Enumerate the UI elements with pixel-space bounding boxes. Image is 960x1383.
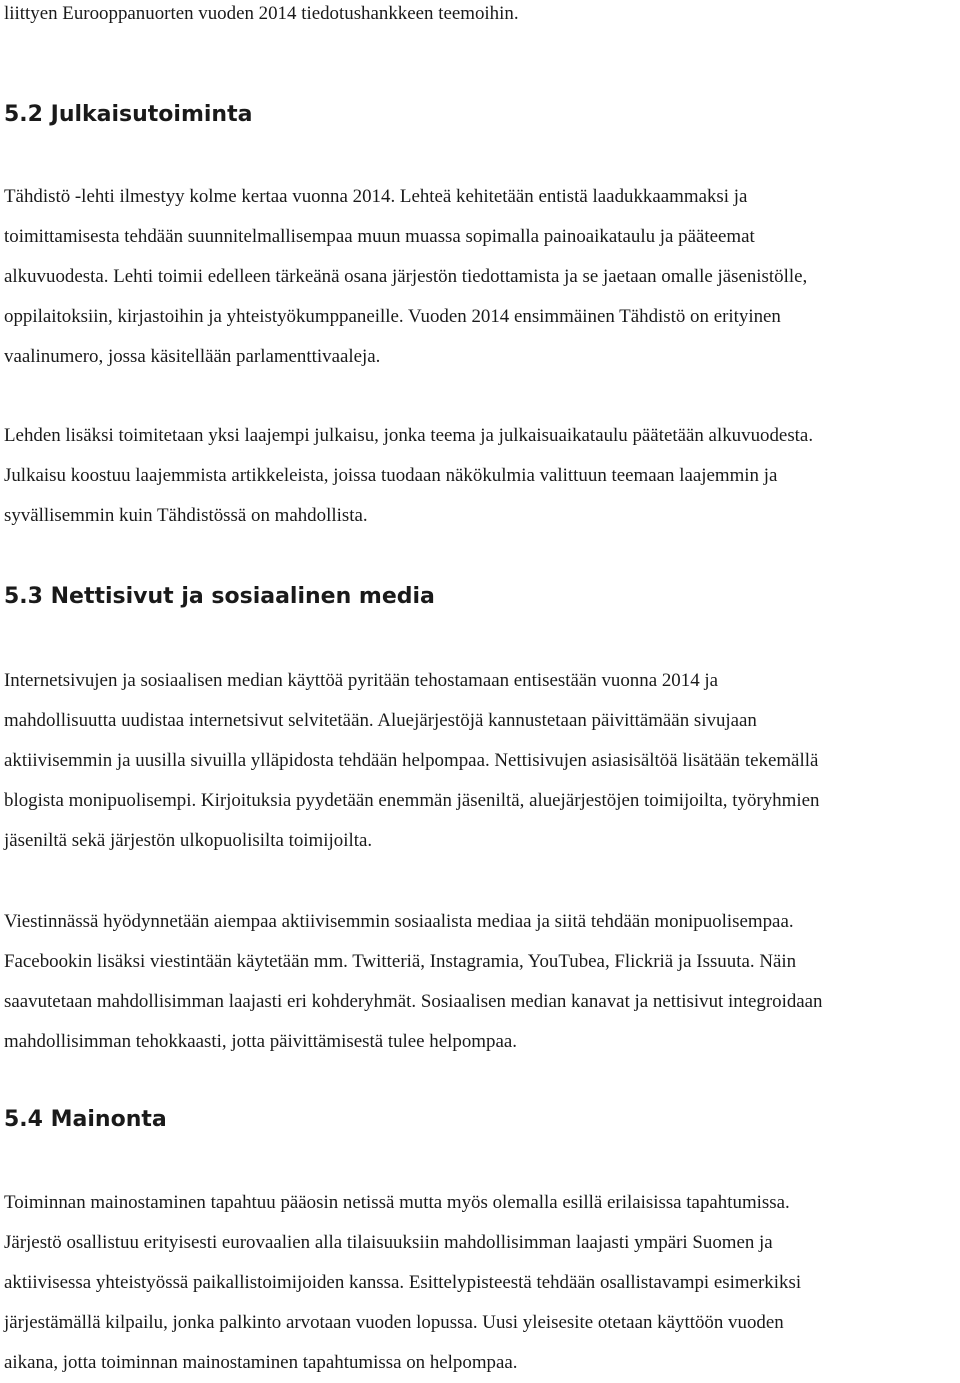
text-line: Tähdistö -lehti ilmestyy kolme kertaa vuonna 2014. Lehteä kehitetään entistä laadukkaammaksi ja	[4, 186, 748, 207]
text-line: syvällisemmin kuin Tähdistössä on mahdollista.	[4, 505, 368, 526]
text-line: oppilaitoksiin, kirjastoihin ja yhteistyökumppaneille. Vuoden 2014 ensimmäinen Tähdistö on erityinen	[4, 306, 781, 327]
text-line: järjestämällä kilpailu, jonka palkinto arvotaan vuoden lopussa. Uusi yleisesite otetaan käyttöön vuoden	[4, 1312, 784, 1333]
text-line: aktiivisessa yhteistyössä paikallistoimijoiden kanssa. Esittelypisteestä tehdään osallistavampi esimerkiksi	[4, 1272, 802, 1293]
text-line: saavutetaan mahdollisimman laajasti eri kohderyhmät. Sosiaalisen median kanavat ja nettisivut integroidaan	[4, 991, 823, 1012]
text-line: mahdollisuutta uudistaa internetsivut selvitetään. Aluejärjestöjä kannustetaan päivittämään sivujaan	[4, 710, 757, 731]
paragraph-internetsivut	[4, 661, 960, 861]
text-line: Järjestö osallistuu erityisesti eurovaalien alla tilaisuuksiin mahdollisimman laajasti ympäri Suomen ja	[4, 1232, 773, 1253]
text-line: aikana, jotta toiminnan mainostaminen tapahtumissa on helpompaa.	[4, 1352, 518, 1373]
text-line: vaalinumero, jossa käsitellään parlamenttivaaleja.	[4, 346, 381, 367]
paragraph-laajempi-julkaisu	[4, 416, 960, 536]
text-line: mahdollisimman tehokkaasti, jotta päivittämisestä tulee helpompaa.	[4, 1031, 517, 1052]
text-line: Lehden lisäksi toimitetaan yksi laajempi julkaisu, jonka teema ja julkaisuaikataulu päätetään alkuvuodesta.	[4, 425, 814, 446]
text-line: Toiminnan mainostaminen tapahtuu pääosin netissä mutta myös olemalla esillä erilaisissa tapahtumissa.	[4, 1192, 790, 1213]
text-line: blogista monipuolisempi. Kirjoituksia pyydetään enemmän jäseniltä, aluejärjestöjen toimijoilta, työryhmien	[4, 790, 820, 811]
text-line: Viestinnässä hyödynnetään aiempaa aktiivisemmin sosiaalista mediaa ja siitä tehdään monipuolisempaa.	[4, 911, 794, 932]
text-line: alkuvuodesta. Lehti toimii edelleen tärkeänä osana järjestön tiedottamista ja se jaetaan omalle jäsenistölle,	[4, 266, 808, 287]
section-heading-mainonta: 5.4 Mainonta	[4, 1107, 167, 1132]
paragraph-sosiaalinen-media	[4, 902, 960, 1062]
text-line: Facebookin lisäksi viestintään käytetään mm. Twitteriä, Instagramia, YouTubea, Flickriä ja Issuuta. Näin	[4, 951, 797, 972]
text-line: Julkaisu koostuu laajemmista artikkeleista, joissa tuodaan näkökulmia valittuun teemaan laajemmin ja	[4, 465, 778, 486]
section-heading-julkaisutoiminta: 5.2 Julkaisutoiminta	[4, 102, 253, 127]
text-line: liittyen Eurooppanuorten vuoden 2014 tiedotushankkeen teemoihin.	[4, 3, 519, 24]
text-line: Internetsivujen ja sosiaalisen median käyttöä pyritään tehostamaan entisestään vuonna 2014 ja	[4, 670, 719, 691]
intro-paragraph	[4, 0, 960, 34]
paragraph-mainonta	[4, 1183, 960, 1383]
section-heading-nettisivut: 5.3 Nettisivut ja sosiaalinen media	[4, 584, 435, 609]
paragraph-tahdisto-lehti	[4, 177, 960, 377]
text-line: jäseniltä sekä järjestön ulkopuolisilta toimijoilta.	[4, 830, 373, 851]
text-line: aktiivisemmin ja uusilla sivuilla ylläpidosta tehdään helpompaa. Nettisivujen asiasisältöä lisätään tekemällä	[4, 750, 819, 771]
text-line: toimittamisesta tehdään suunnitelmallisempaa muun muassa sopimalla painoaikataulu ja pääteemat	[4, 226, 755, 247]
